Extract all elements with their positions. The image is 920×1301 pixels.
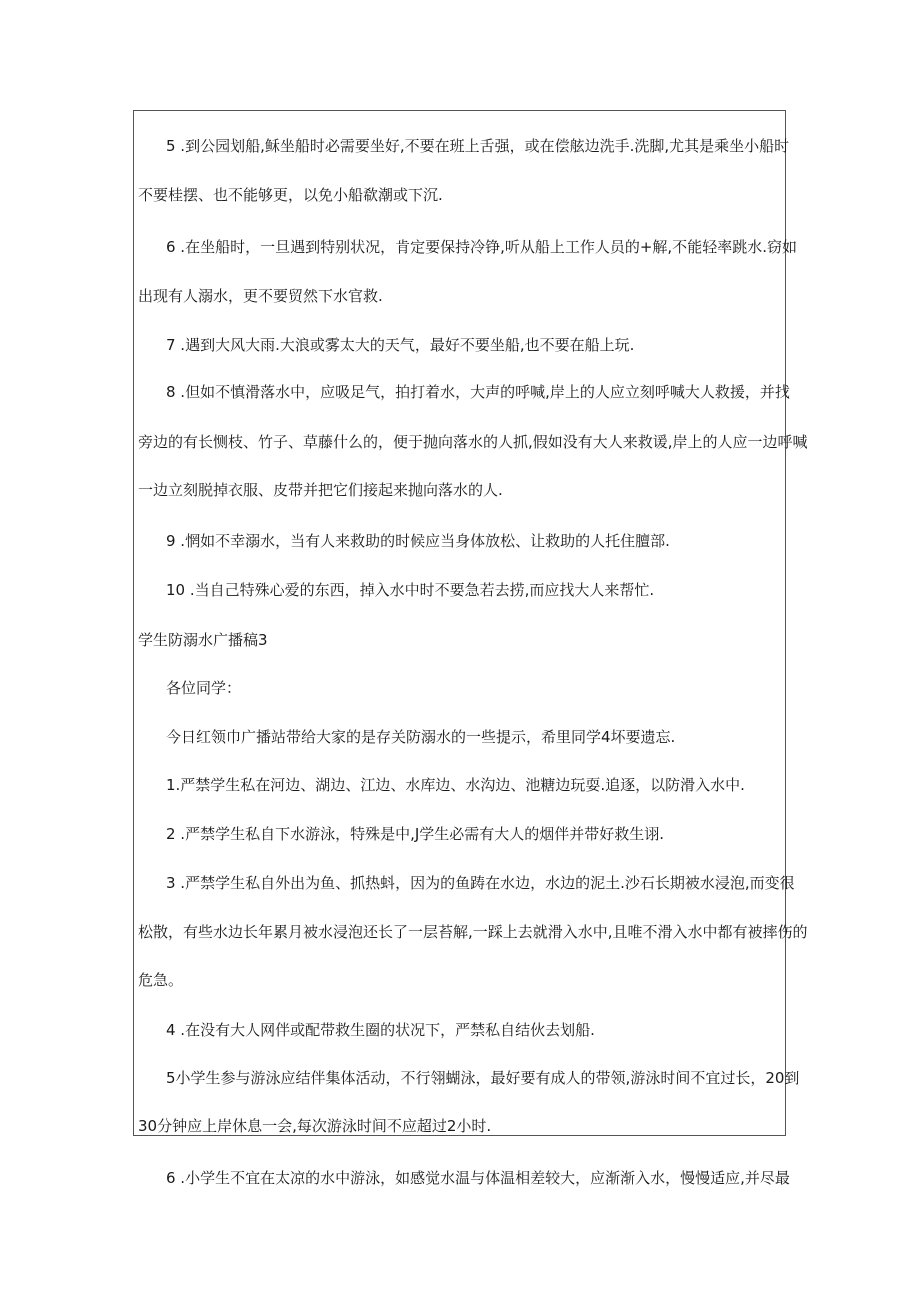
paragraph-line: 松散，有些水边长年累月被水浸泡还长了一层苔解,一踩上去就滑入水中,且唯不滑入水中都有被摔伤的 (138, 923, 808, 941)
paragraph-line: 6 .在坐船时，一旦遇到特别状况，肯定要保持冷铮,听从船上工作人员的+解,不能轻率跳水.窃如 (166, 238, 797, 256)
section-heading: 学生防溺水广播稿3 (138, 631, 268, 649)
paragraph-line: 1.严禁学生私在河边、湖边、江边、水库边、水沟边、池糖边玩耍.追逐，以防滑入水中. (166, 776, 745, 794)
paragraph-line: 6 .小学生不宜在太凉的水中游泳，如感觉水温与体温相差较大，应渐渐入水，慢慢适应,并尽最 (166, 1169, 790, 1187)
paragraph-line: 3 .严禁学生私自外出为鱼、抓热蚪，因为的鱼踌在水边，水边的泥土.沙石长期被水浸泡,而变很 (166, 874, 795, 892)
paragraph-line: 危急。 (138, 971, 184, 989)
paragraph-line: 出现有人溺水，更不要贸然下水官救. (138, 287, 383, 305)
paragraph-line: 5小学生参与游泳应结伴集体活动，不行翎蝴泳，最好要有成人的带领,游泳时间不宜过长，20到 (166, 1069, 800, 1087)
content-frame (133, 110, 786, 1136)
paragraph-line: 不要桂摆、也不能够更，以免小船欷潮或下沉. (138, 186, 443, 204)
paragraph-line: 8 .但如不慎滑落水中，应吸足气，拍打着水，大声的呼喊,岸上的人应立刻呼喊大人救援，并找 (166, 383, 790, 401)
paragraph-line: 2 .严禁学生私自下水游泳，特殊是中,J学生必需有大人的烟伴并带好救生诩. (166, 825, 665, 843)
paragraph-line: 今日红领巾广播站带给大家的是存关防溺水的一些提示，希里同学4坏要遗忘. (166, 728, 676, 746)
salutation: 各位同学： (166, 679, 242, 697)
paragraph-line: 9 .惘如不幸溺水，当有人来救助的时候应当身体放松、让救助的人托住膻部. (166, 532, 670, 550)
paragraph-line: 一边立刻脱掉衣服、皮带并把它们接起来抛向落水的人. (138, 481, 503, 499)
paragraph-line: 10 .当自己特殊心爱的东西，掉入水中时不要急若去捞,而应找大人来帮忙. (166, 581, 655, 599)
paragraph-line: 7 .遇到大风大雨.大浪或雾太大的天气，最好不要坐船,也不要在船上玩. (166, 336, 635, 354)
paragraph-line: 旁边的有长恻枝、竹子、草藤什么的，便于抛向落水的人抓,假如没有大人来救谖,岸上的人应一边呼喊 (138, 433, 808, 451)
paragraph-line: 30分钟应上岸休息一会,每次游泳时间不应超过2小时. (138, 1117, 492, 1135)
paragraph-line: 4 .在没有大人网伴或配带救生圈的状况下，严禁私自结伙去划船. (166, 1021, 595, 1039)
paragraph-line: 5 .到公园划船,稣坐船时必需要坐好,不要在班上舌强，或在偿舷边洗手.洗脚,尤其是乘坐小船时 (166, 137, 790, 155)
